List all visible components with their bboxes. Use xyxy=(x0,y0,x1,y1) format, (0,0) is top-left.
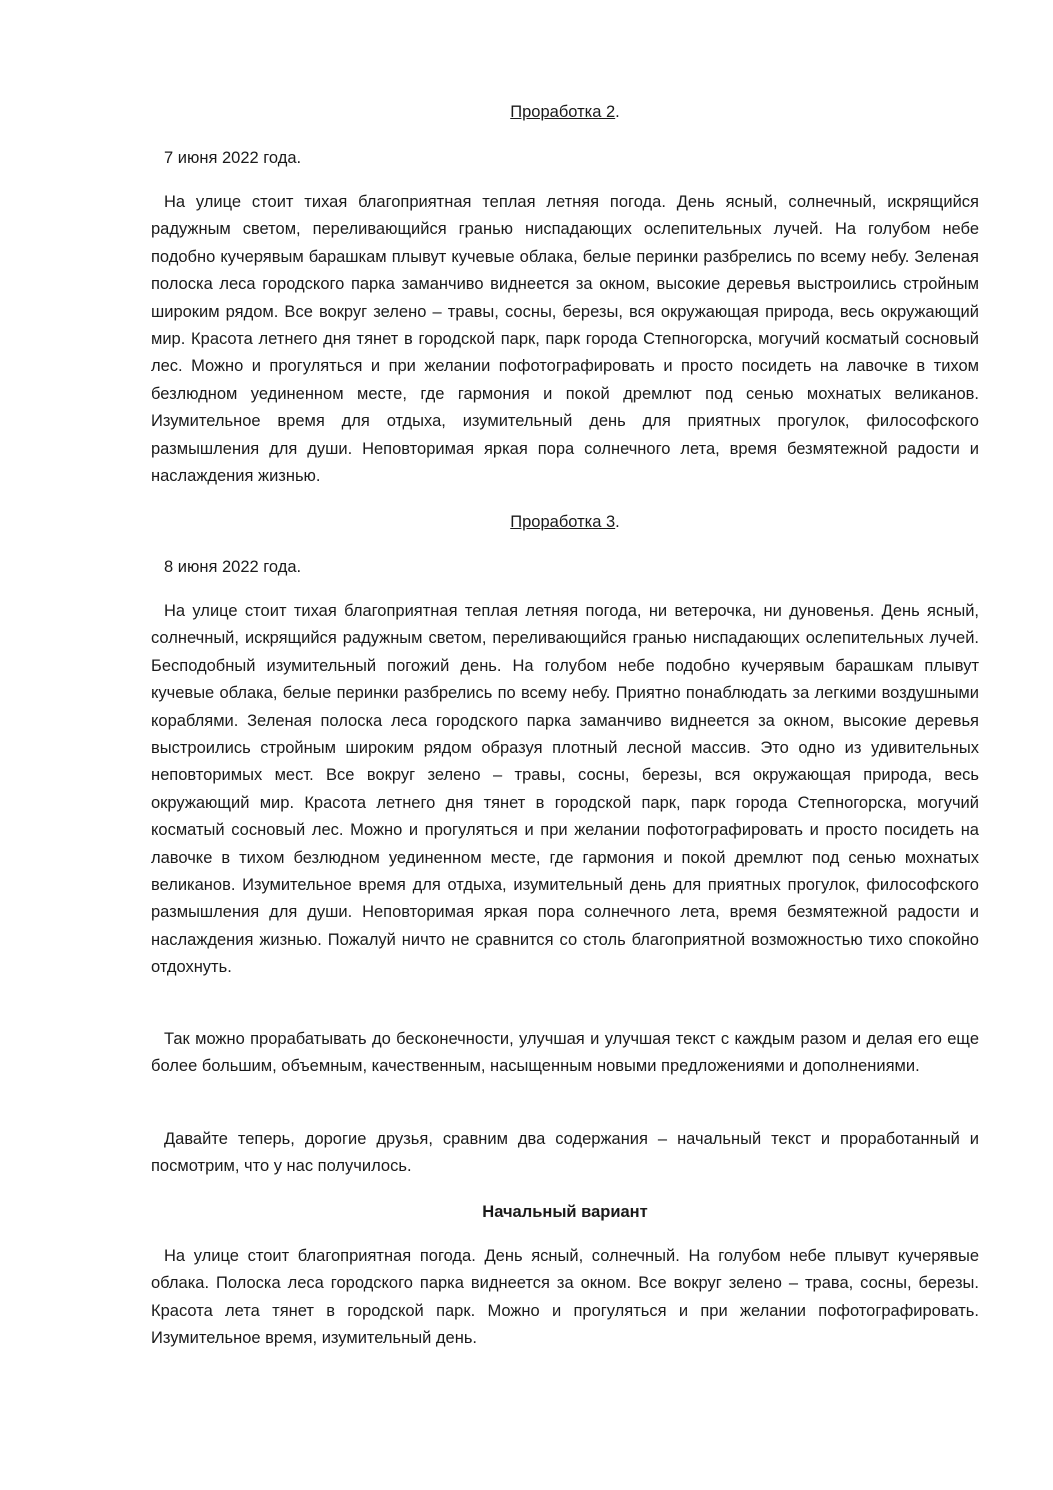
section3-heading xyxy=(151,509,979,536)
section3-title-suffix: . xyxy=(615,513,620,531)
closing-paragraph-1: Так можно прорабатывать до бесконечности, улучшая и улучшая текст с каждым разом и делая его еще более большим, объемным, качественным, насыщенным новыми предложениями и дополнениями. xyxy=(151,1030,979,1076)
section2-title-suffix: . xyxy=(615,103,620,121)
section3-title: Проработка 3 xyxy=(510,513,616,531)
section3-date: 8 июня 2022 года. xyxy=(164,558,302,576)
section2-date: 7 июня 2022 года. xyxy=(164,149,302,167)
closing-paragraph-2: Давайте теперь, дорогие друзья, сравним два содержания – начальный текст и проработанный и посмотрим, что у нас получилось. xyxy=(151,1130,979,1176)
section2-paragraph: На улице стоит тихая благоприятная теплая летняя погода. День ясный, солнечный, искрящийся радужным светом, переливающийся гранью ниспадающих ослепительных лучей. На голубом небе подобно кучерявым барашкам плывут кучевые облака, белые перинки разбрелись по всему небу. Зеленая полоска леса городского парка заманчиво виднеется за окном, высокие деревья выстроились стройным широким рядом. Все вокруг зелено – травы, сосны, березы, вся окружающая природа, весь окружающий мир. Красота летнего дня тянет в городской парк, парк города Степногорска, могучий косматый сосновый лес. Можно и прогуляться и при желании пофотографировать и просто посидеть на лавочке в тихом безлюдном уединенном месте, где гармония и покой дремлют под сенью мохнатых великанов. Изумительное время для отдыха, изумительный день для приятных прогулок, философского размышления для души. Неповторимая яркая пора солнечного лета, время безмятежной радости и наслаждения жизнью. xyxy=(151,193,979,486)
section2-title: Проработка 2 xyxy=(510,103,616,121)
section2-heading xyxy=(151,99,979,126)
initial-variant-heading: Начальный вариант xyxy=(482,1203,648,1221)
section3-paragraph: На улице стоит тихая благоприятная теплая летняя погода, ни ветерочка, ни дуновенья. День ясный, солнечный, искрящийся радужным светом, переливающийся гранью ниспадающих ослепительных лучей. Бесподобный изумительный погожий день. На голубом небе подобно кучерявым барашкам плывут кучевые облака, белые перинки разбрелись по всему небу. Приятно понаблюдать за легкими воздушными кораблями. Зеленая полоска леса городского парка заманчиво виднеется за окном, высокие деревья выстроились стройным широким рядом образуя плотный лесной массив. Это одно из удивительных неповторимых мест. Все вокруг зелено – травы, сосны, березы, вся окружающая природа, весь окружающий мир. Красота летнего дня тянет в городской парк, парк города Степногорска, могучий косматый сосновый лес. Можно и прогуляться и при желании пофотографировать и просто посидеть на лавочке в тихом безлюдном уединенном месте, где гармония и покой дремлют под сенью мохнатых великанов. Изумительное время для отдыха, изумительный день для приятных прогулок, философского размышления для души. Неповторимая яркая пора солнечного лета, время безмятежной радости и наслаждения жизнью. Пожалуй ничто не сравнится со столь благоприятной возможностью тихо спокойно отдохнуть. xyxy=(151,602,979,977)
initial-variant-paragraph: На улице стоит благоприятная погода. День ясный, солнечный. На голубом небе плывут кучерявые облака. Полоска леса городского парка виднеется за окном. Все вокруг зелено – трава, сосны, березы. Красота лета тянет в городской парк. Можно и прогуляться и при желании пофотографировать. Изумительное время, изумительный день. xyxy=(151,1247,979,1348)
